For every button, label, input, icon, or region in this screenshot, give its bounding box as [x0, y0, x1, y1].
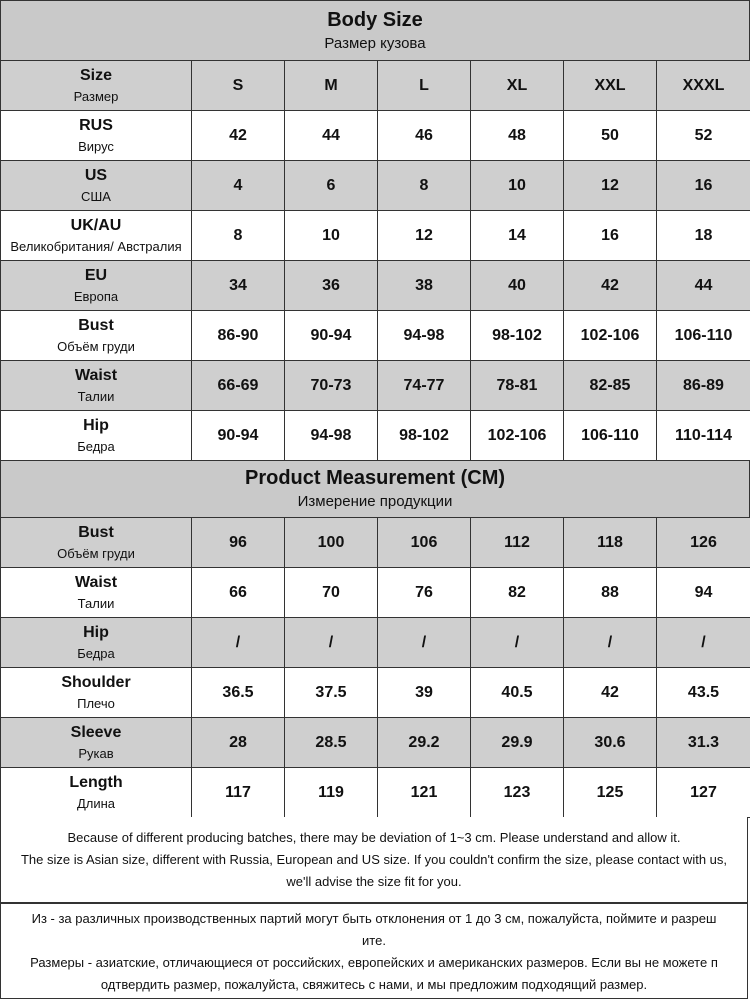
row-label-ru: Бедра	[77, 646, 115, 661]
row-label-en: Length	[69, 774, 123, 791]
value-cell: 6	[285, 161, 378, 211]
value-cell: 36	[285, 261, 378, 311]
value-cell: /	[285, 618, 378, 668]
value-cell: 102-106	[564, 311, 657, 361]
row-label-en: RUS	[79, 117, 113, 134]
row-label-ru: Размер	[73, 89, 119, 104]
value-cell: 76	[378, 568, 471, 618]
value-cell: 42	[564, 668, 657, 718]
table-row	[1, 668, 750, 718]
table-row	[1, 311, 750, 361]
table-row	[1, 411, 750, 461]
value-cell: 50	[564, 111, 657, 161]
value-cell: 118	[564, 518, 657, 568]
value-cell: 12	[564, 161, 657, 211]
row-label-cell	[1, 568, 192, 618]
row-label-cell	[1, 311, 192, 361]
value-cell: 48	[471, 111, 564, 161]
note-line: Из - за различных производственных партий могут быть отклонения от 1 до 3 см, пожалуйста, поймите и разреш	[31, 911, 717, 926]
value-cell: 90-94	[192, 411, 285, 461]
value-cell: M	[285, 61, 378, 111]
row-label-en: Bust	[78, 317, 114, 334]
value-cell: 46	[378, 111, 471, 161]
row-label-cell	[1, 718, 192, 768]
value-cell: 82	[471, 568, 564, 618]
note-line: одтвердить размер, пожалуйста, свяжитесь с нами, и мы предложим подходящий размер.	[100, 977, 648, 992]
product-measurement-subtitle: Измерение продукции	[297, 493, 453, 510]
value-cell: 117	[192, 768, 285, 818]
value-cell: /	[192, 618, 285, 668]
row-label-cell	[1, 211, 192, 261]
row-label-en: Size	[79, 67, 112, 84]
value-cell: 86-90	[192, 311, 285, 361]
value-cell: 70-73	[285, 361, 378, 411]
row-label-cell	[1, 618, 192, 668]
value-cell: 127	[657, 768, 750, 818]
table-row	[1, 261, 750, 311]
table-row	[1, 211, 750, 261]
row-label-ru: Объём груди	[57, 546, 135, 561]
table-row	[1, 568, 750, 618]
value-cell: 42	[564, 261, 657, 311]
row-label-cell	[1, 111, 192, 161]
body-size-header	[0, 0, 750, 61]
value-cell: 16	[657, 161, 750, 211]
product-measurement-header	[0, 460, 750, 518]
value-cell: /	[471, 618, 564, 668]
row-label-ru: Талии	[77, 596, 115, 611]
row-label-en: Waist	[74, 574, 118, 591]
value-cell: 43.5	[657, 668, 750, 718]
row-label-en: EU	[84, 267, 108, 284]
value-cell: 106	[378, 518, 471, 568]
value-cell: 38	[378, 261, 471, 311]
value-cell: 36.5	[192, 668, 285, 718]
row-label-ru: Объём груди	[57, 339, 135, 354]
row-label-en: Sleeve	[70, 724, 122, 741]
value-cell: 98-102	[378, 411, 471, 461]
value-cell: 66	[192, 568, 285, 618]
value-cell: 126	[657, 518, 750, 568]
note-line: Размеры - азиатские, отличающиеся от российских, европейских и американских размеров. Если вы не можете п	[30, 955, 718, 970]
value-cell: XXXL	[657, 61, 750, 111]
row-label-cell	[1, 668, 192, 718]
notes-russian	[0, 903, 748, 999]
value-cell: 44	[285, 111, 378, 161]
value-cell: 40	[471, 261, 564, 311]
value-cell: 10	[285, 211, 378, 261]
row-label-cell	[1, 518, 192, 568]
row-label-ru: США	[81, 189, 111, 204]
row-label-cell	[1, 768, 192, 818]
note-line: Because of different producing batches, there may be deviation of 1~3 cm. Please understand and allow it.	[67, 830, 681, 845]
value-cell: 8	[192, 211, 285, 261]
value-cell: 4	[192, 161, 285, 211]
value-cell: XXL	[564, 61, 657, 111]
value-cell: 42	[192, 111, 285, 161]
value-cell: 102-106	[471, 411, 564, 461]
value-cell: 40.5	[471, 668, 564, 718]
value-cell: 37.5	[285, 668, 378, 718]
value-cell: 94-98	[285, 411, 378, 461]
value-cell: 10	[471, 161, 564, 211]
table-row	[1, 618, 750, 668]
row-label-en: Hip	[83, 624, 109, 641]
row-label-en: UK/AU	[70, 217, 122, 234]
row-label-en: Bust	[78, 524, 114, 541]
value-cell: /	[378, 618, 471, 668]
value-cell: 90-94	[285, 311, 378, 361]
value-cell: XL	[471, 61, 564, 111]
value-cell: 66-69	[192, 361, 285, 411]
body-size-table	[0, 60, 750, 461]
value-cell: /	[657, 618, 750, 668]
value-cell: 28.5	[285, 718, 378, 768]
table-row	[1, 518, 750, 568]
value-cell: 98-102	[471, 311, 564, 361]
value-cell: 110-114	[657, 411, 750, 461]
value-cell: 94	[657, 568, 750, 618]
value-cell: 125	[564, 768, 657, 818]
value-cell: 44	[657, 261, 750, 311]
note-line: ите.	[362, 933, 386, 948]
table-row	[1, 361, 750, 411]
value-cell: 70	[285, 568, 378, 618]
value-cell: 31.3	[657, 718, 750, 768]
value-cell: 88	[564, 568, 657, 618]
value-cell: 14	[471, 211, 564, 261]
value-cell: 12	[378, 211, 471, 261]
value-cell: 18	[657, 211, 750, 261]
table-row	[1, 111, 750, 161]
row-label-ru: Плечо	[77, 696, 115, 711]
value-cell: 16	[564, 211, 657, 261]
row-label-cell	[1, 161, 192, 211]
value-cell: S	[192, 61, 285, 111]
value-cell: 119	[285, 768, 378, 818]
product-measurement-title: Product Measurement (CM)	[244, 467, 506, 489]
value-cell: /	[564, 618, 657, 668]
value-cell: 78-81	[471, 361, 564, 411]
value-cell: 112	[471, 518, 564, 568]
row-label-ru: Талии	[77, 389, 115, 404]
body-size-title: Body Size	[327, 9, 423, 31]
row-label-cell	[1, 61, 192, 111]
body-size-subtitle: Размер кузова	[324, 35, 426, 52]
row-label-cell	[1, 411, 192, 461]
row-label-ru: Рукав	[78, 746, 114, 761]
note-line: The size is Asian size, different with Russia, European and US size. If you couldn't confirm the size, please contact with us,	[20, 852, 728, 867]
value-cell: 8	[378, 161, 471, 211]
value-cell: 123	[471, 768, 564, 818]
value-cell: L	[378, 61, 471, 111]
value-cell: 52	[657, 111, 750, 161]
value-cell: 86-89	[657, 361, 750, 411]
table-row	[1, 161, 750, 211]
table-row	[1, 718, 750, 768]
table-row	[1, 61, 750, 111]
row-label-ru: Длина	[76, 796, 116, 811]
value-cell: 30.6	[564, 718, 657, 768]
value-cell: 121	[378, 768, 471, 818]
product-measurement-table	[0, 517, 750, 818]
row-label-cell	[1, 361, 192, 411]
row-label-en: Shoulder	[61, 674, 131, 691]
value-cell: 94-98	[378, 311, 471, 361]
value-cell: 96	[192, 518, 285, 568]
value-cell: 29.2	[378, 718, 471, 768]
value-cell: 74-77	[378, 361, 471, 411]
row-label-cell	[1, 261, 192, 311]
row-label-ru: Великобритания/ Австралия	[10, 239, 182, 254]
row-label-en: US	[84, 167, 108, 184]
notes-english	[0, 817, 748, 903]
row-label-en: Waist	[74, 367, 118, 384]
value-cell: 106-110	[564, 411, 657, 461]
value-cell: 29.9	[471, 718, 564, 768]
value-cell: 100	[285, 518, 378, 568]
value-cell: 28	[192, 718, 285, 768]
row-label-ru: Европа	[73, 289, 119, 304]
value-cell: 39	[378, 668, 471, 718]
table-row	[1, 768, 750, 818]
value-cell: 82-85	[564, 361, 657, 411]
value-cell: 106-110	[657, 311, 750, 361]
value-cell: 34	[192, 261, 285, 311]
row-label-ru: Бедра	[77, 439, 115, 454]
row-label-en: Hip	[83, 417, 109, 434]
row-label-ru: Вирус	[78, 139, 114, 154]
note-line: we'll advise the size fit for you.	[286, 874, 462, 889]
